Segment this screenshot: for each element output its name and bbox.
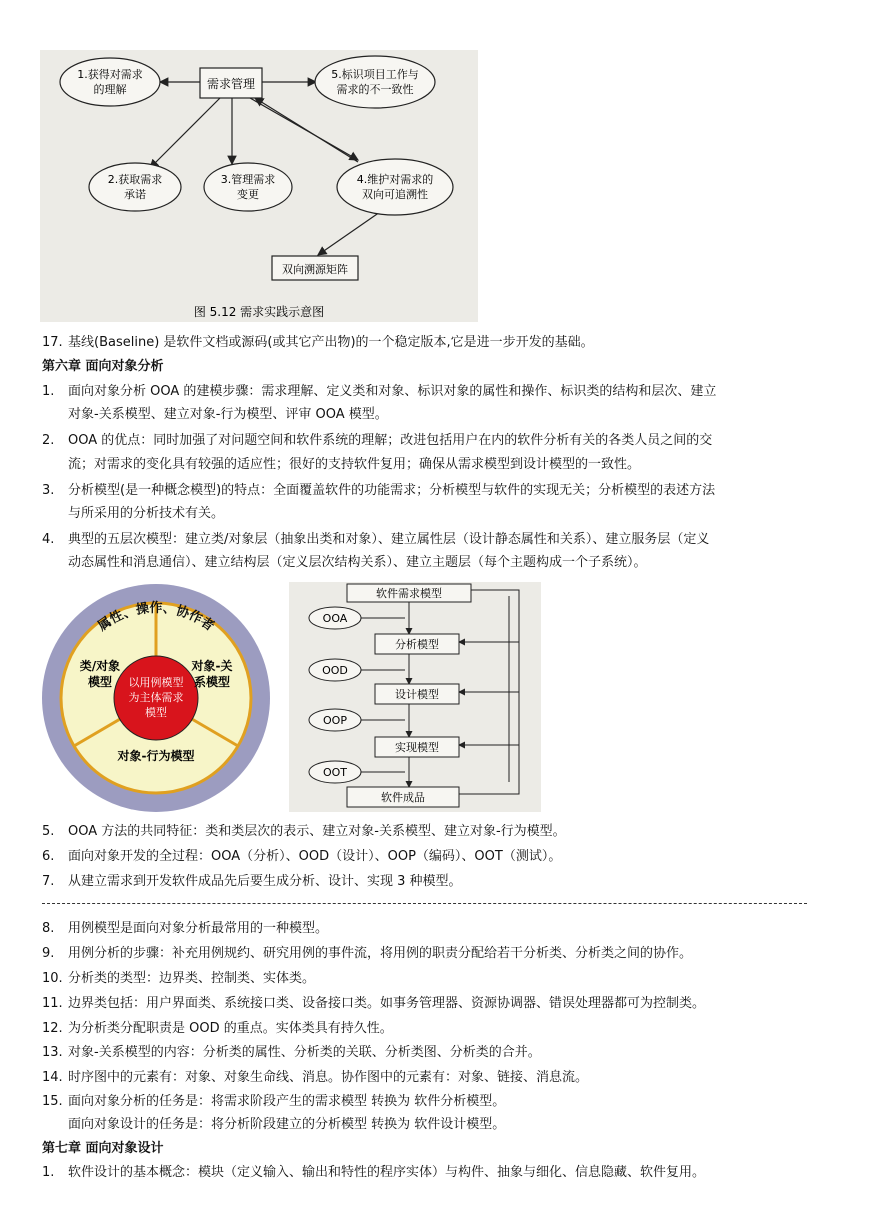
svg-text:类/对象: 类/对象	[79, 659, 121, 673]
node-3	[204, 163, 292, 211]
oo-development-flow-figure	[289, 582, 541, 812]
ch6-item-4-cont: 动态属性和消息通信）、建立结构层（定义层次结构关系）、建立主题层（每个主题构成一个子系统）。	[68, 555, 647, 570]
center-label: 需求管理	[206, 77, 256, 91]
ch6-item-7: 7. 从建立需求到开发软件成品先后要生成分析、设计、实现 3 种模型。	[42, 874, 462, 889]
svg-text:4.维护对需求的: 4.维护对需求的	[356, 173, 434, 186]
svg-text:以用例模型: 以用例模型	[128, 676, 184, 689]
svg-text:实现模型: 实现模型	[395, 741, 439, 754]
svg-text:对象-行为模型: 对象-行为模型	[117, 749, 195, 763]
ch6-item-1-cont: 对象-关系模型、建立对象-行为模型、评审 OOA 模型。	[68, 407, 388, 422]
svg-text:1.获得对需求: 1.获得对需求	[77, 68, 143, 81]
node-5	[315, 56, 435, 108]
ch6-item-4: 4. 典型的五层次模型：建立类/对象层（抽象出类和对象）、建立属性层（设计静态属性和关系）、建立服务层（定义	[42, 532, 710, 547]
chapter-7-title: 第七章 面向对象设计	[42, 1141, 164, 1156]
svg-text:OOD: OOD	[322, 664, 348, 677]
ch6-item-13: 13. 对象-关系模型的内容：分析类的属性、分析类的关联、分析类图、分析类的合并。	[42, 1045, 541, 1060]
dashed-divider	[42, 903, 807, 904]
ooa-model-circle-figure	[40, 582, 272, 814]
requirements-practice-figure	[40, 50, 478, 322]
ch6-item-6: 6. 面向对象开发的全过程：OOA（分析）、OOD（设计）、OOP（编码）、OOT（测试）。	[42, 849, 562, 864]
svg-text:的理解: 的理解	[93, 83, 127, 96]
ch6-item-12: 12. 为分析类分配职责是 OOD 的重点。实体类具有持久性。	[42, 1021, 393, 1036]
svg-text:分析模型: 分析模型	[395, 638, 439, 651]
ch6-item-14: 14. 时序图中的元素有：对象、对象生命线、消息。协作图中的元素有：对象、链接、消息流。	[42, 1070, 589, 1085]
svg-text:软件成品: 软件成品	[381, 791, 425, 804]
svg-text:变更: 变更	[237, 188, 259, 201]
svg-text:2.获取需求: 2.获取需求	[107, 173, 163, 186]
ch6-item-9: 9. 用例分析的步骤：补充用例规约、研究用例的事件流，将用例的职责分配给若干分析类、分析类之间的协作。	[42, 946, 693, 961]
svg-text:模型: 模型	[87, 675, 113, 689]
svg-text:承诺: 承诺	[124, 188, 146, 201]
svg-text:OOT: OOT	[322, 766, 348, 779]
svg-text:3.管理需求: 3.管理需求	[220, 173, 276, 186]
item-17: 17. 基线(Baseline) 是软件文档或源码(或其它产出物)的一个稳定版本,它是进一步开发的基础。	[42, 335, 594, 350]
ch6-item-2: 2. OOA 的优点：同时加强了对问题空间和软件系统的理解；改进包括用户在内的软件分析有关的各类人员之间的交	[42, 433, 713, 448]
ch6-item-1: 1. 面向对象分析 OOA 的建模步骤：需求理解、定义类和对象、标识对象的属性和操作、标识类的结构和层次、建立	[42, 384, 717, 399]
svg-text:OOP: OOP	[323, 714, 347, 727]
svg-text:5.标识项目工作与: 5.标识项目工作与	[331, 68, 419, 81]
svg-text:双向可追溯性: 双向可追溯性	[362, 188, 428, 201]
ch6-item-3: 3. 分析模型(是一种概念模型)的特点：全面覆盖软件的功能需求；分析模型与软件的实现无关；分析模型的表述方法	[42, 483, 716, 498]
svg-text:软件需求模型: 软件需求模型	[376, 587, 442, 600]
svg-text:OOA: OOA	[322, 612, 348, 625]
node-4	[337, 159, 453, 215]
svg-text:需求的不一致性: 需求的不一致性	[336, 83, 414, 96]
ch6-item-5: 5. OOA 方法的共同特征：类和类层次的表示、建立对象-关系模型、建立对象-行为模型。	[42, 824, 566, 839]
ch6-item-15: 15. 面向对象分析的任务是：将需求阶段产生的需求模型 转换为 软件分析模型。	[42, 1094, 506, 1109]
ch6-item-10: 10. 分析类的类型：边界类、控制类、实体类。	[42, 971, 316, 986]
svg-text:系模型: 系模型	[193, 675, 231, 689]
requirements-practice-diagram	[40, 50, 478, 322]
svg-text:设计模型: 设计模型	[395, 688, 439, 701]
ch7-item-1: 1. 软件设计的基本概念：模块（定义输入、输出和特性的程序实体）与构件、抽象与细化、信息隐藏、软件复用。	[42, 1165, 706, 1180]
ooa-model-circle	[40, 582, 272, 814]
ch6-item-3-cont: 与所采用的分析技术有关。	[68, 506, 225, 521]
svg-text:对象-关: 对象-关	[191, 659, 233, 673]
svg-text:双向溯源矩阵: 双向溯源矩阵	[282, 263, 348, 276]
svg-text:为主体需求: 为主体需求	[128, 691, 184, 704]
ch6-item-15-cont: 面向对象设计的任务是：将分析阶段建立的分析模型 转换为 软件设计模型。	[68, 1117, 506, 1132]
chapter-6-title: 第六章 面向对象分析	[42, 359, 164, 374]
svg-text:模型: 模型	[145, 706, 167, 719]
node-1	[60, 58, 160, 106]
node-2	[89, 163, 181, 211]
svg-text:属性、操作、协作者: 属性、操作、协作者	[95, 601, 217, 635]
figure-caption: 图 5.12 需求实践示意图	[193, 305, 325, 319]
ch6-item-11: 11. 边界类包括：用户界面类、系统接口类、设备接口类。如事务管理器、资源协调器、错误处理器都可为控制类。	[42, 996, 706, 1011]
ch6-item-2-cont: 流；对需求的变化具有较强的适应性；很好的支持软件复用；确保从需求模型到设计模型的一致性。	[68, 457, 641, 472]
oo-development-flow	[289, 582, 541, 812]
ch6-item-8: 8. 用例模型是面向对象分析最常用的一种模型。	[42, 921, 329, 936]
